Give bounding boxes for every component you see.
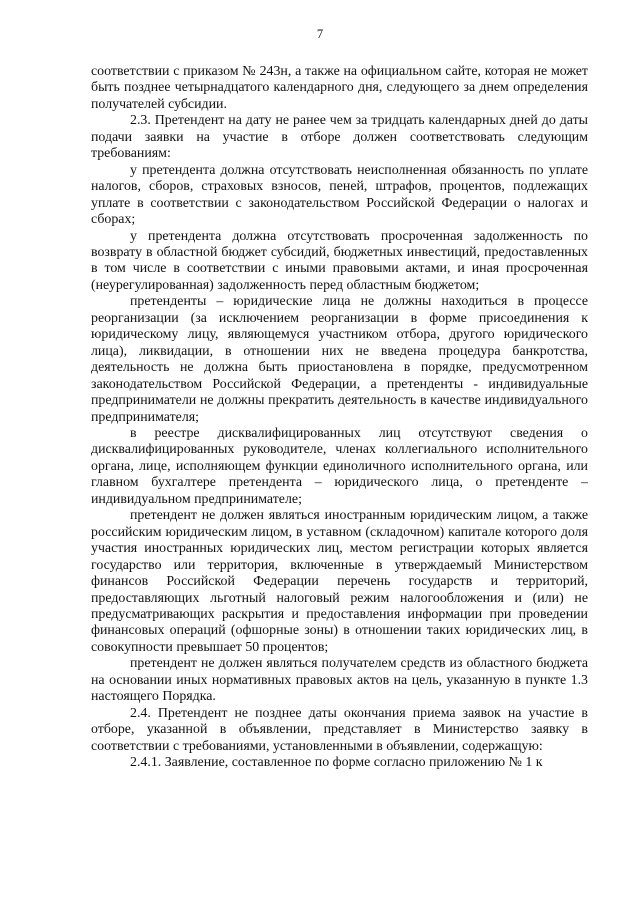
paragraph-foreign-entity: претендент не должен являться иностранным юридическим лицом, а также российским юридическим лицом, в уставном (складочном) капитале которого доля участия иностранных юридических лиц, местом регистрации которых является государство или территория, включенные в утверждаемый Министерством финансов Российской Федерации перечень государств и территорий, предоставляющих льготный налоговый режим налогообложения и (или) не предусматривающих раскрытия и предоставления информации при проведении финансовых операций (офшорные зоны) в отношении таких юридических лиц, в совокупности превышает 50 процентов; <box>91 508 588 655</box>
paragraph-reorganization-requirement: претенденты – юридические лица не должны находиться в процессе реорганизации (за исключением реорганизации в форме присоединения к юридическому лицу, являющемуся участником отбора, другого юридического лица), ликвидации, в отношении них не введена процедура банкротства, деятельность не должна быть приостановлена в порядке, предусмотренном законодательством Российской Федерации, а претенденты - индивидуальные предприниматели не должны прекратить деятельность в качестве индивидуального предпринимателя; <box>91 294 588 425</box>
paragraph-continuation: соответствии с приказом № 243н, а также на официальном сайте, которая не может быть позднее четырнадцатого календарного дня, следующего за днем определения получателей субсидии. <box>91 64 588 112</box>
page-number: 7 <box>316 27 324 41</box>
document-body <box>91 64 588 771</box>
paragraph-2-4: 2.4. Претендент не позднее даты окончания приема заявок на участие в отборе, указанной в объявлении, представляет в Министерство заявку в соответствии с требованиями, установленными в объявлении, содержащую: <box>91 705 588 754</box>
paragraph-2-3: 2.3. Претендент на дату не ранее чем за тридцать календарных дней до даты подачи заявки на участие в отборе должен соответствовать следующим требованиям: <box>91 113 588 162</box>
paragraph-2-4-1: 2.4.1. Заявление, составленное по форме согласно приложению № 1 к <box>130 755 543 771</box>
paragraph-tax-requirement: у претендента должна отсутствовать неисполненная обязанность по уплате налогов, сборов, страховых взносов, пеней, штрафов, процентов, подлежащих уплате в соответствии с законодательством Российской Федерации о налогах и сборах; <box>91 162 588 228</box>
paragraph-disqualified-registry: в реестре дисквалифицированных лиц отсутствуют сведения о дисквалифицированных руководителе, членах коллегиального исполнительного органа, лице, исполняющем функции единоличного исполнительного органа, или главном бухгалтере претендента – юридического лица, о претенденте – индивидуальном предпринимателе; <box>91 425 588 507</box>
paragraph-debt-requirement: у претендента должна отсутствовать просроченная задолженность по возврату в областной бюджет субсидий, бюджетных инвестиций, предоставленных в том числе в соответствии с иными правовыми актами, и иная просроченная (неурегулированная) задолженность перед областным бюджетом; <box>91 228 588 293</box>
paragraph-other-funds: претендент не должен являться получателем средств из областного бюджета на основании иных нормативных правовых актов на цель, указанную в пункте 1.3 настоящего Порядка. <box>91 656 588 705</box>
